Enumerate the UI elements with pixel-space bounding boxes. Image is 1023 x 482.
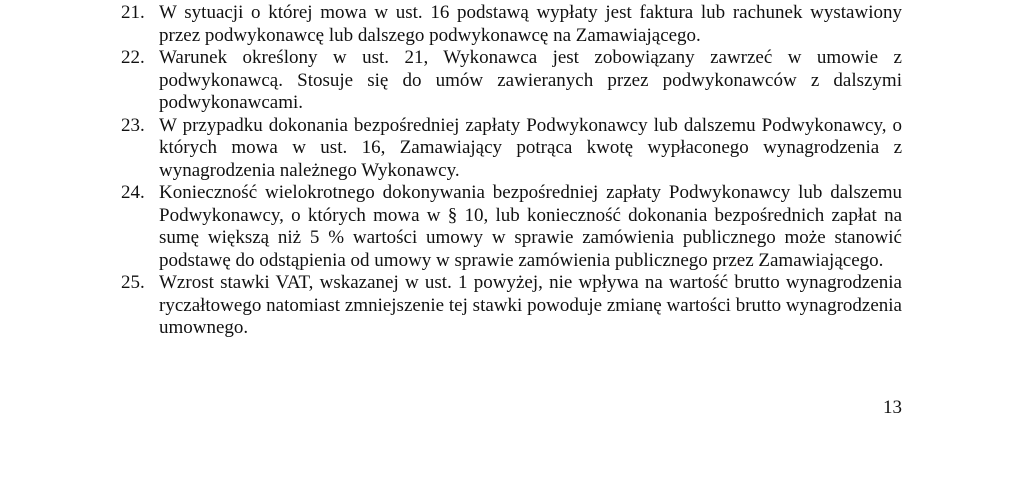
- list-item-text: Konieczność wielokrotnego dokonywania bezpośredniej zapłaty Podwykonawcy lub dalszemu Podwykonawcy, o których mowa w § 10, lub konieczność dokonania bezpośrednich zapłat na sumę większą niż 5 % wartości umowy w sprawie zamówienia publicznego może stanowić podstawę do odstąpienia od umowy w sprawie zamówienia publicznego przez Zamawiającego.: [159, 182, 902, 271]
- list-item-23: [0, 115, 1023, 183]
- list-item-text: W sytuacji o której mowa w ust. 16 podstawą wypłaty jest faktura lub rachunek wystawiony przez podwykonawcę lub dalszego podwykonawcę na Zamawiającego.: [159, 2, 902, 46]
- list-item-text: Warunek określony w ust. 21, Wykonawca jest zobowiązany zawrzeć w umowie z podwykonawcą. Stosuje się do umów zawieranych przez podwykonawców z dalszymi podwykonawcami.: [159, 47, 902, 113]
- list-item-number: 25.: [121, 272, 145, 293]
- list-item-number: 22.: [121, 47, 145, 68]
- list-item-21: [0, 2, 1023, 47]
- list-item-number: 23.: [121, 114, 145, 136]
- list-item-22: [0, 47, 1023, 115]
- list-item-text: W przypadku dokonania bezpośredniej zapłaty Podwykonawcy lub dalszemu Podwykonawcy, o których mowa w ust. 16, Zamawiający potrąca kwotę wypłaconego wynagrodzenia z wynagrodzenia należnego Wykonawcy.: [159, 114, 902, 181]
- list-item-number: 24.: [121, 182, 145, 203]
- page-number: 13: [883, 397, 902, 418]
- list-item-text: Wzrost stawki VAT, wskazanej w ust. 1 powyżej, nie wpływa na wartość brutto wynagrodzenia ryczałtowego natomiast zmniejszenie tej stawki powoduje zmianę wartości brutto wynagrodzenia umownego.: [159, 272, 902, 338]
- numbered-paragraph-list: [0, 2, 1023, 340]
- list-item-number: 21.: [121, 2, 145, 23]
- list-item-25: [0, 272, 1023, 340]
- list-item-24: [0, 182, 1023, 272]
